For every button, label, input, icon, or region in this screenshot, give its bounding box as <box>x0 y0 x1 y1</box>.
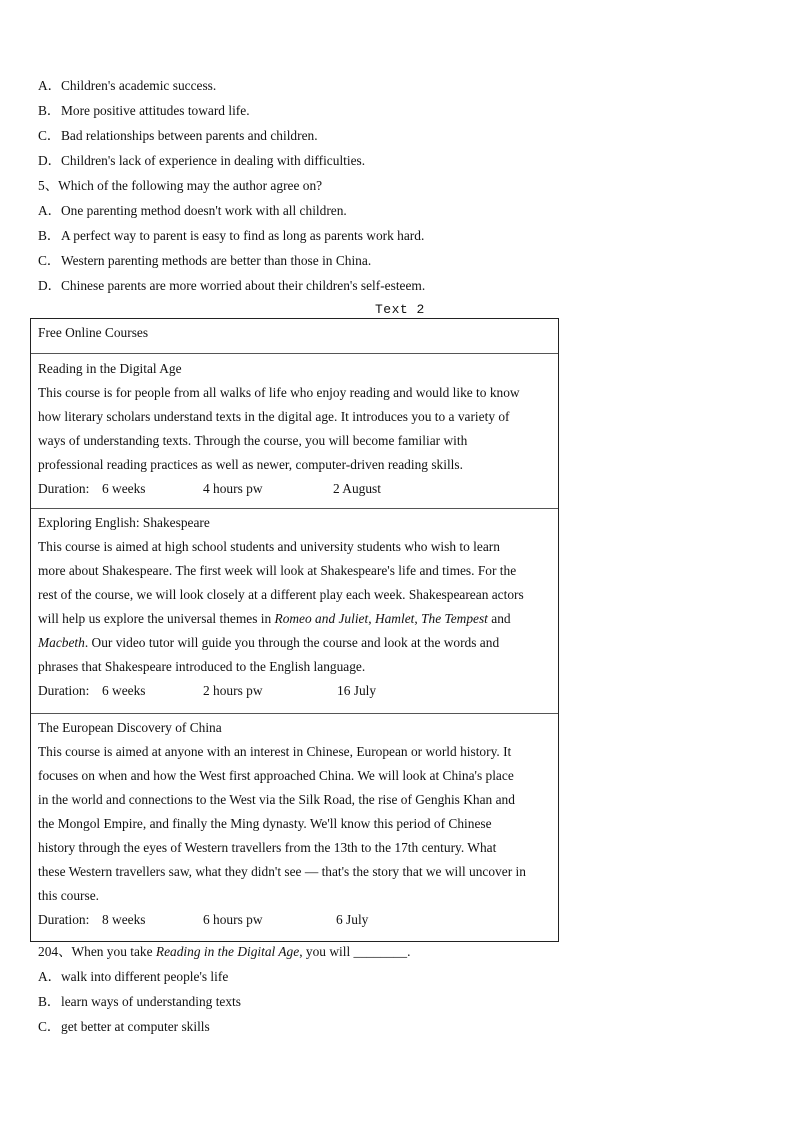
duration-hours: 4 hours pw <box>203 481 263 496</box>
course-desc-line: ways of understanding texts. Through the course, you will become familiar with <box>38 433 468 448</box>
option-letter: C． <box>38 253 61 268</box>
course-desc-line: professional reading practices as well as newer, computer-driven reading skills. <box>38 457 463 472</box>
course-desc-line: more about Shakespeare. The first week will look at Shakespeare's life and times. For the <box>38 563 517 578</box>
course-desc-line: focuses on when and how the West first approached China. We will look at China's place <box>38 768 514 783</box>
option-text: More positive attitudes toward life. <box>61 103 250 118</box>
option-text: A perfect way to parent is easy to find as long as parents work hard. <box>61 228 425 243</box>
courses-table <box>30 318 559 942</box>
course-title-ref: Reading in the Digital Age <box>155 944 300 959</box>
text-run: When you take <box>71 944 156 959</box>
option-letter: D． <box>38 153 62 168</box>
text-run: , <box>414 611 422 626</box>
text-run: and <box>487 611 511 626</box>
table-title-cell <box>31 319 558 353</box>
duration-label: Duration: <box>38 683 90 698</box>
course-name: Exploring English: Shakespeare <box>38 515 210 530</box>
option-letter: A． <box>38 203 62 218</box>
option-text: One parenting method doesn't work with all children. <box>61 203 347 218</box>
q5-option-b <box>38 228 424 244</box>
option-letter: C． <box>38 128 61 143</box>
option-text: get better at computer skills <box>61 1019 210 1034</box>
section-heading: Text 2 <box>375 302 425 317</box>
play-title: Romeo and Juliet <box>274 611 369 626</box>
start-date: 6 July <box>336 912 369 927</box>
course-desc-line: This course is for people from all walks of life who enjoy reading and would like to know <box>38 385 520 400</box>
option-letter: D． <box>38 278 62 293</box>
option-letter: C． <box>38 1019 61 1034</box>
option-letter: B． <box>38 103 61 118</box>
q204-option-b <box>38 994 241 1010</box>
duration-label: Duration: <box>38 481 90 496</box>
course-desc-line: rest of the course, we will look closely at a different play each week. Shakespearean actors <box>38 587 524 602</box>
course-desc-line: these Western travellers saw, what they didn't see — that's the story that we will uncover in <box>38 864 526 879</box>
course-cell-reading <box>31 353 558 509</box>
course-cell-china <box>31 713 558 942</box>
course-name: The European Discovery of China <box>38 720 222 735</box>
option-letter: A． <box>38 969 62 984</box>
option-text: Western parenting methods are better than those in China. <box>61 253 372 268</box>
option-text: Chinese parents are more worried about their children's self-esteem. <box>61 278 426 293</box>
play-title: Hamlet <box>374 611 415 626</box>
course-desc-line: history through the eyes of Western travellers from the 13th to the 17th century. What <box>38 840 497 855</box>
text-run: , you will ________. <box>299 944 411 959</box>
course-desc-line: in the world and connections to the West via the Silk Road, the rise of Genghis Khan and <box>38 792 515 807</box>
option-text: Children's academic success. <box>61 78 217 93</box>
q5-option-c <box>38 253 371 269</box>
option-letter: B． <box>38 994 61 1009</box>
duration-label: Duration: <box>38 912 90 927</box>
course-name: Reading in the Digital Age <box>38 361 182 376</box>
option-c <box>38 128 318 144</box>
option-letter: A． <box>38 78 62 93</box>
q5-option-a <box>38 203 347 219</box>
q5-option-d <box>38 278 425 294</box>
course-desc-line: This course is aimed at anyone with an interest in Chinese, European or world history. It <box>38 744 512 759</box>
option-letter: B． <box>38 228 61 243</box>
option-text: Children's lack of experience in dealing with difficulties. <box>61 153 366 168</box>
course-desc-line <box>38 611 511 627</box>
duration-weeks: 6 weeks <box>102 481 146 496</box>
course-desc-line: phrases that Shakespeare introduced to the English language. <box>38 659 366 674</box>
question-5 <box>38 178 322 194</box>
option-d <box>38 153 365 169</box>
text-run: will help us explore the universal themes in <box>38 611 275 626</box>
q204-option-a <box>38 969 228 985</box>
course-desc-line: how literary scholars understand texts in the digital age. It introduces you to a variety of <box>38 409 510 424</box>
option-text: Bad relationships between parents and children. <box>61 128 318 143</box>
option-a <box>38 78 216 94</box>
course-desc-line: this course. <box>38 888 99 903</box>
duration-weeks: 6 weeks <box>102 683 146 698</box>
play-title: The Tempest <box>421 611 488 626</box>
duration-hours: 6 hours pw <box>203 912 263 927</box>
course-cell-shakespeare <box>31 508 558 714</box>
table-title: Free Online Courses <box>38 325 149 340</box>
course-desc-line: the Mongol Empire, and finally the Ming dynasty. We'll know this period of Chinese <box>38 816 492 831</box>
option-b <box>38 103 250 119</box>
option-text: learn ways of understanding texts <box>61 994 241 1009</box>
q204-option-c <box>38 1019 210 1035</box>
text-run: . Our video tutor will guide you through the course and look at the words and <box>84 635 500 650</box>
start-date: 16 July <box>337 683 377 698</box>
course-desc-line <box>38 635 499 651</box>
question-number: 5、 <box>38 178 59 193</box>
duration-weeks: 8 weeks <box>102 912 146 927</box>
play-title: Macbeth <box>38 635 85 650</box>
question-text: Which of the following may the author agree on? <box>58 178 323 193</box>
course-desc-line: This course is aimed at high school students and university students who wish to learn <box>38 539 500 554</box>
option-text: walk into different people's life <box>61 969 229 984</box>
question-204 <box>38 944 410 960</box>
duration-hours: 2 hours pw <box>203 683 263 698</box>
start-date: 2 August <box>333 481 381 496</box>
question-number: 204、 <box>38 944 72 959</box>
text-run: , <box>368 611 375 626</box>
